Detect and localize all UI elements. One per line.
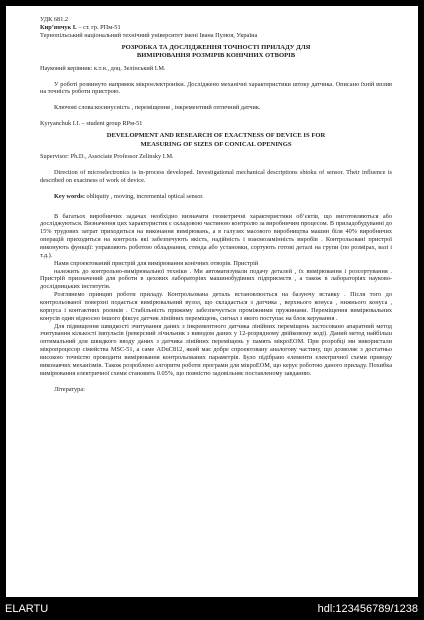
title-ua [40,44,392,61]
paper-content [40,16,392,393]
keywords-en [40,193,392,201]
supervisor-en: Supervisor: Ph.D., Associate Professor Zelinsky I.M. [40,153,174,161]
abstract-ua: У роботі розвинуто напрямок мікроелектроніки. Досліджено механічні характеристики штоку датчика. Описано їхній вплив на точність роботи пристрою. [40,80,392,96]
author-line-en: Kyryanchuk I.I. – student group RPм-51 [40,120,143,128]
author-line-ua [40,24,392,32]
title-en-line1: DEVELOPMENT AND RESEARCH OF EXACTNESS OF DEVICE IS FOR [106,132,326,139]
keywords-ua: Ключові слова:косинусність , переміщення , інкрементний оптичний датчик. [54,104,261,112]
document-page [6,6,418,597]
keywords-en-text: obliquity , moving, incremental optical sensor. [84,192,204,200]
footer-bar [0,600,424,620]
body-paragraph-2a: Нами спроектований пристрій для вимірювання конічних отворів. Пристрій [54,259,259,267]
author-name-ua: Кир’янчук І. [40,23,77,31]
body-paragraph-1: В багатьох виробничих задачах необхідно визначати геометричні характеристики об’єктів, що виготовляються або досліджуються. Визначення цих характеристик є складовою частиною контролю за виробничим процесом. В приладобудуванні до 15% трудових затрат приходиться на виконання вимірювань, а в галузях масового виробництва машин біля 40% виробничих операцій приходиться на контроль які забезпечують якість, надійність і взаємозамінність виробів . Контрольовані пристрої виконують функції: управляють роботою обладнання, стенда або установки, сортують готові деталі на групи (по розмірах, вазі і т.д.). [40,212,392,259]
body-paragraph-3: Розглянемо принцип роботи приладу. Контрольована деталь встановлюється на базуючу вставку . Після того до контрольованої поверхні подається вимірювальний вузол, що складається з датчика , верхнього конуса , нижнього конуса , корпуса і контактних роликів . Стабільність прижиму забезпечується проміжними пружинами. Переміщення вимірювальних конусів один відносно іншого фіксує датчик лінійних переміщень, сигнал з якого поступає на блок керування . [40,291,392,322]
title-ua-line1: РОЗРОБКА ТА ДОСЛІДЖЕННЯ ТОЧНОСТІ ПРИЛАДУ ДЛЯ [121,43,311,51]
title-en-line2: MEASURING OF SIZES OF CONICAL OPENINGS [140,140,292,148]
body-paragraph-2b: належить до контрольно-вимірювальної техніки . Ми автоматизували подачу деталей , їх вимірювання і розсортування . Пристрій призначений для роботи в цехових лабораторіях машинобудівних підприємств , а також в лабораторіях науково-дослідницьких інститутів. [40,267,392,291]
handle-id: hdl:123456789/1238 [317,603,418,615]
body-paragraph-4: Для підвищення швидкості зчитування даних з інкрементного датчика лінійних переміщень застосовано апаратний метод зчитування кількості імпульсів (реверсний лічильник з виводом даних у 12-розрядному двійковому коді). Даний метод найбільш оптимальний для швидкого вводу даних з датчика лінійних переміщень у память мікроЕОМ. При розробці ми використали мікропроцесор сімейства MSC-51, а саме ADuC812, який має добре спроектовану аналогову частину, що дозволяє з достатньо високою точністю проводити вимірювання контрольованих параметрів. Було підібрано елементи електричної схеми приводу виконавчих механізмів. Також розроблено алгоритм роботи програми для мікроЕОМ, що керує роботою даного приладу. Похибка вимірювання електричної схеми становить 0.05%, що повністю задовільняє поставленому завданню. [40,322,392,377]
university-line: Тернопільський національний технічний університет імені Івана Пулюя, Україна [40,31,258,39]
keywords-en-label: Key words: [54,192,85,200]
udk-code: УДК 681.2 [40,16,69,23]
title-ua-line2: ВИМІРЮВАННЯ РОЗМІРІВ КОНІЧНИХ ОТВОРІВ [136,52,296,60]
supervisor-ua: Науковий керівник: к.т.н., доц. Зелінський І.М. [40,64,166,72]
author-group-ua: – ст. гр. РПм-51 [76,23,121,31]
repository-label: ELARTU [5,603,49,615]
title-en [40,132,392,149]
abstract-en: Direction of microelectronics is in-process developed. Investigational mechanical descriptions shtoku of sensor. Their influence is described on exactness of work of device. [40,168,392,184]
literature-heading: Література: [54,385,85,393]
